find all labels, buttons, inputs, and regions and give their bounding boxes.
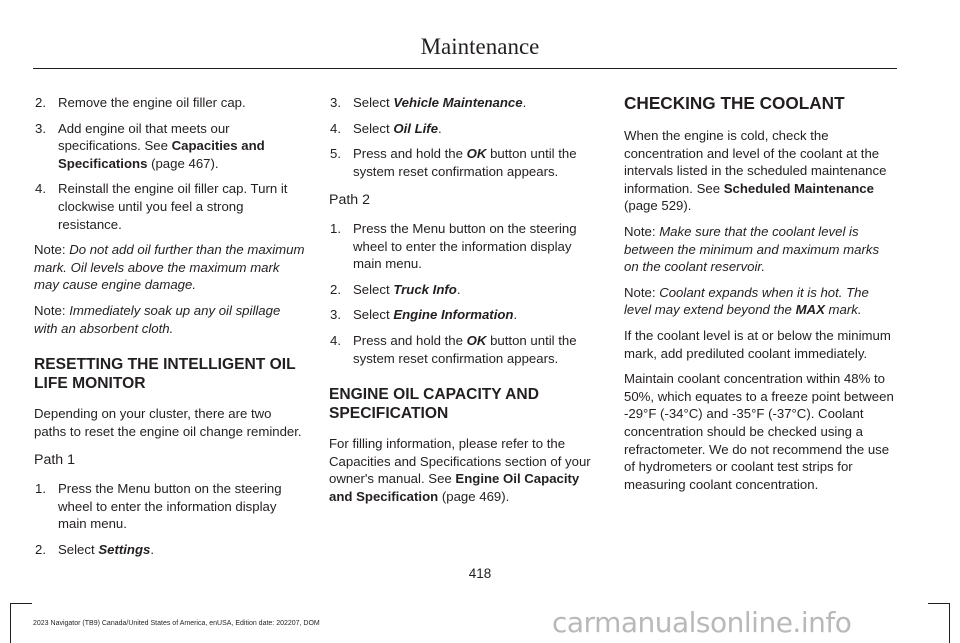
note-text: Do not add oil further than the maximum mark. Oil levels above the maximum mark may cause engine damage. <box>34 242 305 293</box>
note <box>34 302 306 337</box>
button-term: OK <box>466 332 487 348</box>
list-text: Reinstall the engine oil filler cap. Turn it clockwise until you feel a strong resistance. <box>58 181 288 232</box>
list-number: 1. <box>330 220 341 236</box>
list-item <box>34 94 306 112</box>
list-text: Press the Menu button on the steering wheel to enter the information display main menu. <box>353 220 577 272</box>
list-item <box>34 180 306 233</box>
note-text: Immediately soak up any oil spillage with an absorbent cloth. <box>34 302 281 336</box>
section-heading: RESETTING THE INTELLIGENT OIL LIFE MONITOR <box>34 356 296 393</box>
list-number: 3. <box>35 120 46 136</box>
list-number: 3. <box>330 307 341 323</box>
note-text: Make sure that the coolant level is between the minimum and maximum marks on the coolant reservoir. <box>624 223 880 275</box>
note-label: Note: <box>624 223 656 239</box>
cross-reference-link[interactable]: Scheduled Maintenance <box>723 180 874 196</box>
list-item <box>329 332 601 367</box>
list-text: button until the system reset confirmation appears. <box>353 332 577 366</box>
paragraph: Maintain coolant concentration within 48% to 50%, which equates to a freeze point between -29°F (-34°C) and -35°F (-37°C). Coolant concentration should be checked using a refractometer. We do not recommend the use of hydrometers or coolant test strips for measuring coolant concentration. <box>624 371 894 492</box>
list-text: . <box>150 541 155 557</box>
note-label: Note: <box>34 302 66 318</box>
list-text: Select <box>353 120 394 136</box>
crop-mark <box>949 603 950 643</box>
paragraph-text: When the engine is cold, check the concentration and level of the coolant at the intervals listed in the scheduled maintenance information. See <box>624 128 887 196</box>
paragraph <box>624 127 896 215</box>
subheading: Path 2 <box>329 192 371 209</box>
section-heading: ENGINE OIL CAPACITY AND SPECIFICATION <box>329 386 539 423</box>
list-item <box>329 145 601 180</box>
crop-mark <box>10 603 32 604</box>
column-1 <box>34 94 306 566</box>
note-label: Note: <box>34 242 66 258</box>
list-text: Select <box>353 95 394 110</box>
list-number: 2. <box>35 95 46 110</box>
menu-term: Truck Info <box>393 281 457 297</box>
page-number: 418 <box>468 566 492 581</box>
list-number: 2. <box>330 281 341 297</box>
list-number: 4. <box>35 181 46 197</box>
page-title: Maintenance <box>420 34 540 59</box>
edition-footer: 2023 Navigator (TB9) Canada/United States of America, enUSA, Edition date: 202207, DOM <box>33 620 320 627</box>
section-heading: CHECKING THE COOLANT <box>624 93 845 113</box>
list-item <box>329 306 601 324</box>
list-number: 5. <box>330 146 341 162</box>
crop-mark <box>10 603 11 643</box>
list-text: Press and hold the <box>353 332 467 348</box>
note-label: Note: <box>624 284 656 300</box>
menu-term: Vehicle Maintenance <box>393 95 523 110</box>
list-number: 4. <box>330 332 341 348</box>
list-item <box>329 220 601 273</box>
paragraph-text: (page 529). <box>624 198 692 214</box>
list-text: Select <box>353 281 394 297</box>
paragraph: Depending on your cluster, there are two paths to reset the engine oil change reminder. <box>34 406 302 439</box>
list-text: Remove the engine oil filler cap. <box>58 95 246 110</box>
watermark: carmanualsonline.info <box>552 606 852 639</box>
menu-term: Settings <box>98 541 151 557</box>
list-text: . <box>438 120 442 136</box>
subheading: Path 1 <box>34 452 76 469</box>
header-divider <box>33 68 897 69</box>
list-text: . <box>456 281 461 297</box>
list-item <box>329 120 601 138</box>
list-text: Select <box>58 541 99 557</box>
note-text: Coolant expands when it is hot. The level may extend beyond the <box>624 284 869 318</box>
note <box>34 241 306 294</box>
paragraph-text: (page 469). <box>438 488 510 504</box>
mark-term: MAX <box>795 302 825 318</box>
list-number: 4. <box>330 120 341 136</box>
column-2 <box>329 94 601 514</box>
cross-reference-link[interactable]: Engine Oil Capacity and Specification <box>329 471 580 504</box>
list-number: 1. <box>35 480 46 496</box>
paragraph-text: For filling information, please refer to the Capacities and Specifications section of your owner's manual. See <box>329 436 591 487</box>
note <box>624 284 896 319</box>
list-text: . <box>513 307 518 323</box>
paragraph: If the coolant level is at or below the minimum mark, add prediluted coolant immediately. <box>624 327 891 361</box>
list-item <box>34 541 306 559</box>
paragraph <box>329 435 601 505</box>
column-3 <box>624 94 896 501</box>
list-item <box>34 480 306 533</box>
list-text: Select <box>353 307 394 323</box>
cross-reference-link[interactable]: Capacities and Specifications <box>58 138 265 171</box>
list-text: Press the Menu button on the steering wheel to enter the information display main menu. <box>58 480 282 532</box>
list-number: 3. <box>330 95 341 110</box>
list-text: Press and hold the <box>353 146 467 162</box>
button-term: OK <box>466 146 487 162</box>
list-item <box>329 281 601 299</box>
list-text: Add engine oil that meets our specifications. See <box>58 120 230 154</box>
list-text: . <box>522 95 527 110</box>
list-text: button until the system reset confirmation appears. <box>353 146 577 179</box>
list-item <box>34 120 306 173</box>
note-text: mark. <box>824 302 862 318</box>
list-number: 2. <box>35 541 46 557</box>
crop-mark <box>928 603 950 604</box>
menu-term: Engine Information <box>393 307 514 323</box>
list-item <box>329 94 601 112</box>
list-text: (page 467). <box>147 155 219 171</box>
note <box>624 223 896 276</box>
menu-term: Oil Life <box>393 120 439 136</box>
